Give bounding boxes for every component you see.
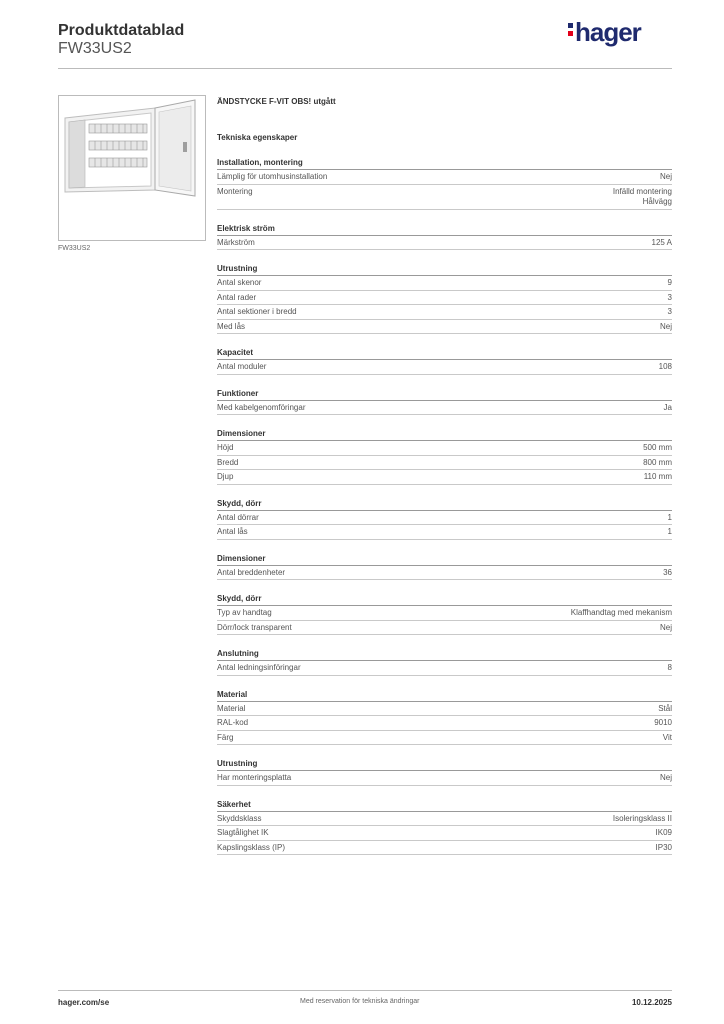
section-title: Elektrisk ström [217, 224, 672, 236]
spec-label: Montering [217, 186, 253, 196]
spec-section [217, 158, 672, 210]
spec-section [217, 554, 672, 581]
spec-row [217, 731, 672, 746]
section-title: Material [217, 690, 672, 702]
spec-row [217, 320, 672, 335]
spec-section [217, 389, 672, 416]
section-title: Kapacitet [217, 348, 672, 360]
product-code-heading: FW33US2 [58, 40, 132, 57]
spec-row [217, 401, 672, 416]
spec-row [217, 185, 672, 210]
spec-value: 36 [663, 567, 672, 577]
spec-row [217, 170, 672, 185]
spec-label: Skyddsklass [217, 813, 262, 823]
spec-row [217, 606, 672, 621]
spec-label: Märkström [217, 237, 255, 247]
spec-sections [217, 158, 672, 855]
spec-label: Kapslingsklass (IP) [217, 842, 286, 852]
spec-value: Infälld montering Hålvägg [612, 186, 672, 206]
spec-row [217, 291, 672, 306]
spec-value: 3 [667, 292, 672, 302]
spec-label: Antal ledningsinföringar [217, 663, 301, 672]
spec-section [217, 499, 672, 540]
distribution-cabinet-image [59, 96, 205, 240]
spec-label: Har monteringsplatta [217, 773, 292, 782]
spec-row [217, 441, 672, 456]
image-caption: FW33US2 [58, 245, 91, 252]
spec-row [217, 511, 672, 526]
section-title: Utrustning [217, 264, 672, 276]
spec-value: 500 mm [643, 443, 672, 452]
spec-label: Material [217, 703, 246, 713]
spec-row [217, 236, 672, 251]
spec-row [217, 716, 672, 731]
spec-row [217, 702, 672, 717]
spec-label: Djup [217, 472, 234, 481]
spec-row [217, 276, 672, 291]
spec-row [217, 305, 672, 320]
spec-label: Typ av handtag [217, 608, 272, 617]
spec-value: IK09 [655, 828, 672, 837]
page-title: Produktdatablad [58, 22, 185, 39]
spec-value: Klaffhandtag med mekanism [570, 608, 672, 617]
spec-value: 9010 [654, 718, 672, 727]
spec-row [217, 525, 672, 540]
spec-value: 1 [667, 512, 672, 522]
logo-colon-icon [568, 20, 573, 39]
spec-label: Antal lås [217, 527, 248, 536]
footer-divider [58, 990, 672, 991]
spec-label: Med kabelgenomföringar [217, 402, 306, 412]
section-title: Utrustning [217, 759, 672, 771]
hager-logo [568, 17, 641, 48]
spec-row [217, 470, 672, 485]
spec-section [217, 690, 672, 746]
footer-website: hager.com/se [58, 998, 110, 1007]
spec-label: Antal moduler [217, 362, 267, 371]
footer-date: 10.12.2025 [631, 998, 672, 1007]
spec-label: RAL-kod [217, 718, 249, 727]
spec-value: Vit [662, 732, 672, 742]
section-title: Dimensioner [217, 554, 672, 566]
section-title: Skydd, dörr [217, 594, 672, 606]
spec-row [217, 456, 672, 471]
spec-row [217, 812, 672, 827]
spec-label: Höjd [217, 443, 234, 452]
spec-value: Isoleringsklass II [612, 813, 672, 823]
section-title: Installation, montering [217, 158, 672, 170]
spec-value: Nej [659, 773, 672, 782]
spec-value: Nej [659, 172, 672, 181]
spec-value: Stål [658, 703, 672, 713]
spec-value: 8 [667, 663, 672, 672]
spec-label: Slagtålighet IK [217, 828, 269, 837]
spec-value: Nej [659, 622, 672, 632]
section-title: Skydd, dörr [217, 499, 672, 511]
spec-section [217, 264, 672, 334]
spec-section [217, 649, 672, 676]
logo-text: hager [575, 17, 641, 47]
spec-row [217, 826, 672, 841]
spec-value: IP30 [655, 842, 672, 852]
spec-section [217, 348, 672, 375]
section-title: Anslutning [217, 649, 672, 661]
header-divider [58, 68, 672, 69]
spec-section [217, 800, 672, 856]
spec-value: Nej [659, 321, 672, 331]
spec-section [217, 224, 672, 251]
spec-row [217, 771, 672, 786]
spec-label: Antal breddenheter [217, 567, 286, 577]
section-title: Dimensioner [217, 429, 672, 441]
spec-label: Dörr/lock transparent [217, 622, 292, 632]
spec-section [217, 594, 672, 635]
spec-label: Antal sektioner i bredd [217, 307, 297, 316]
spec-value: 108 [658, 362, 672, 371]
product-image [58, 95, 206, 241]
spec-label: Antal dörrar [217, 512, 259, 522]
spec-label: Bredd [217, 457, 239, 467]
spec-label: Lämplig för utomhusinstallation [217, 172, 328, 181]
spec-value: 800 mm [643, 457, 672, 467]
section-title: Säkerhet [217, 800, 672, 812]
spec-row [217, 621, 672, 636]
spec-label: Färg [217, 732, 234, 742]
section-title: Funktioner [217, 389, 672, 401]
spec-content [217, 97, 672, 855]
spec-label: Med lås [217, 321, 246, 331]
spec-row [217, 841, 672, 856]
spec-title: Tekniska egenskaper [217, 133, 298, 142]
spec-row [217, 360, 672, 375]
footer-disclaimer: Med reservation för tekniska ändringar [300, 998, 420, 1005]
spec-value: 1 [667, 527, 672, 536]
spec-section [217, 429, 672, 485]
spec-row [217, 661, 672, 676]
spec-row [217, 566, 672, 581]
spec-value: 9 [667, 278, 672, 287]
spec-value: Ja [663, 402, 672, 412]
spec-label: Antal skenor [217, 278, 262, 287]
spec-label: Antal rader [217, 292, 257, 302]
spec-value: 125 A [651, 237, 672, 247]
spec-value: 3 [667, 307, 672, 316]
product-headline: ÄNDSTYCKE F-VIT OBS! utgått [217, 97, 336, 106]
spec-section [217, 759, 672, 786]
spec-value: 110 mm [643, 472, 672, 481]
